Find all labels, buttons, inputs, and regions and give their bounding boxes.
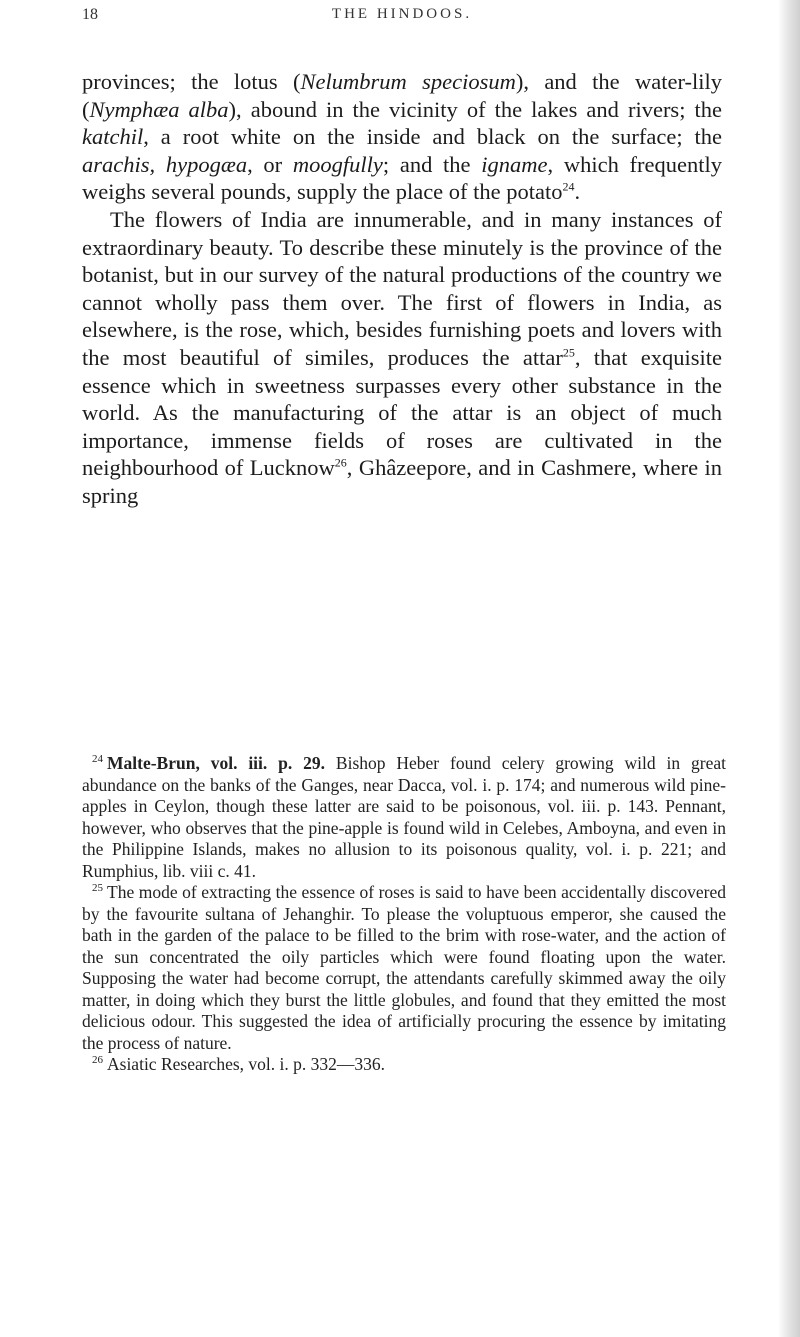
page-number: 18 — [82, 6, 98, 23]
footnote-24: $^{24}$ Malte-Brun, vol. iii. p. 29. Bishop Heber found celery growing wild in great abundance on the banks of the Ganges, near Dacca, vol. i. p. 174; and numerous wild pine-apples in Ceylon, though these latter are said to be poisonous, vol. iii. p. 143. Pennant, however, who observes that the pine-apple is found wild in Celebes, Amboyna, and even in the Philippine Islands, makes no allusion to its poisonous quality, vol. i. p. 221; and Rumphius, lib. viii c. 41. — [82, 753, 726, 881]
paragraph: The flowers of India are innumerable, and in many instances of extraordinary beauty. To describe these minutely is the province of the botanist, but in our survey of the natural productions of the country we cannot wholly pass them over. The first of flowers in India, as elsewhere, is the rose, which, besides furnishing poets and lovers with the most beautiful of similes, produces the attar$^{25}$, that exquisite essence which in sweetness surpasses every other substance in the world. As the manufacturing of the attar is an object of much importance, immense fields of roses are cultivated in the neighbourhood of Lucknow$^{26}$, Ghâzeepore, and in Cashmere, where in spring — [82, 206, 722, 508]
footnote-mark: 24 — [92, 753, 103, 766]
running-title: THE HINDOOS. — [331, 6, 473, 22]
footnote-25: $^{25}$ The mode of extracting the essence of roses is said to have been accidentally discovered by the favourite sultana of Jehanghir. To please the voluptuous emperor, she caused the bath in the garden of the palace to be filled to the brim with rose-water, and the action of the sun concentrated the oily particles which were found floating upon the water. Supposing the water had become corrupt, the attendants carefully skimmed away the oily matter, in doing which they burst the little globules, and found that they emitted the most delicious odour. This suggested the idea of artificially procuring the essence by imitating the process of nature. — [82, 882, 726, 1053]
footnote-26: $^{26}$ Asiatic Researches, vol. i. p. 332—336. — [92, 1054, 386, 1074]
footnotes — [82, 753, 726, 1076]
footnote-ref-25: 25 — [562, 345, 575, 360]
footnote-ref-26: 26 — [334, 455, 347, 470]
page-edge-shadow — [778, 0, 800, 1337]
footnote-ref-24: 24 — [562, 179, 575, 194]
main-text — [82, 68, 722, 510]
footnote-mark: 26 — [92, 1054, 103, 1067]
footnote-mark: 25 — [92, 882, 103, 895]
paragraph: provinces; the lotus (Nelumbrum speciosum), and the water-lily (Nymphæa alba), abound in the vicinity of the lakes and rivers; the katchil, a root white on the inside and black on the surface; the arachis, hypogæa, or moogfully; and the igname, which frequently weighs several pounds, supply the place of the potato$^{24}$. — [82, 69, 723, 205]
